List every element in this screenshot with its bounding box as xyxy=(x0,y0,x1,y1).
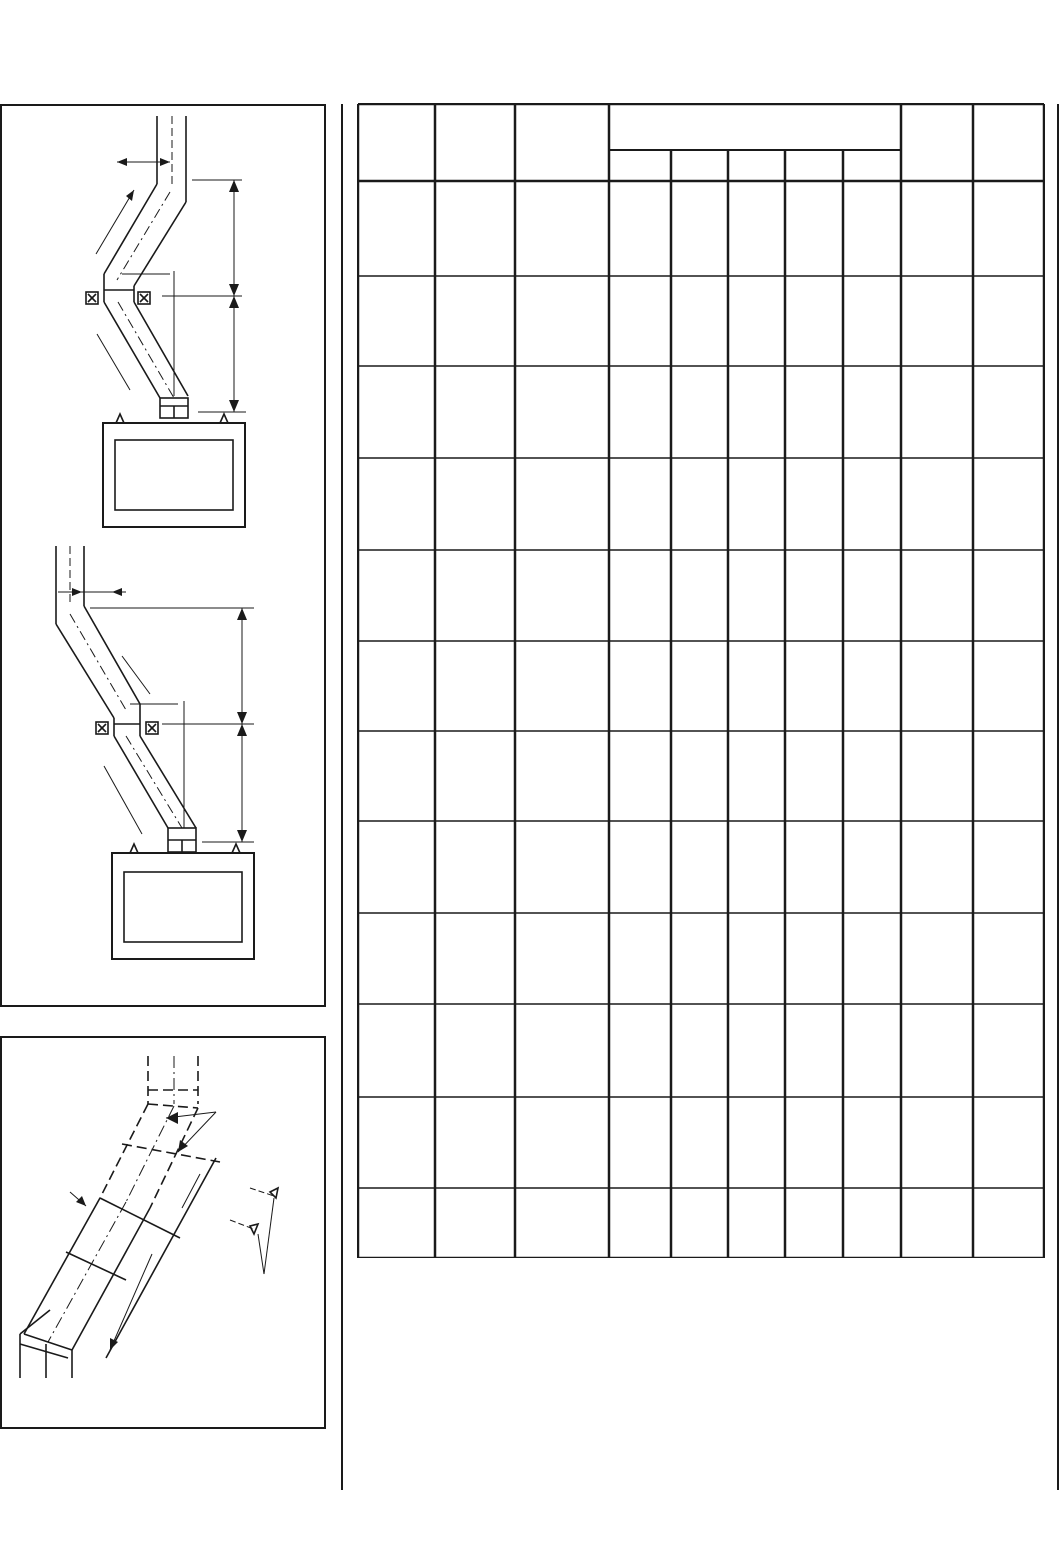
column-divider-right xyxy=(1057,104,1059,1490)
elbow-detail-panel xyxy=(0,1036,326,1429)
elbow-detail-drawing xyxy=(2,1038,328,1431)
upper-offset-figure xyxy=(86,116,246,527)
offset-diagram-panel xyxy=(0,104,326,1007)
column-divider-left xyxy=(341,104,343,1490)
offset-diagram-drawing xyxy=(2,106,328,1009)
lower-offset-figure xyxy=(56,546,254,959)
elbow-detail-arrows xyxy=(76,1112,188,1350)
table-grid xyxy=(357,103,1045,1258)
elbow-assembly xyxy=(20,1056,278,1378)
lower-dimension-arrows xyxy=(72,588,247,842)
specification-table xyxy=(357,103,1045,1258)
